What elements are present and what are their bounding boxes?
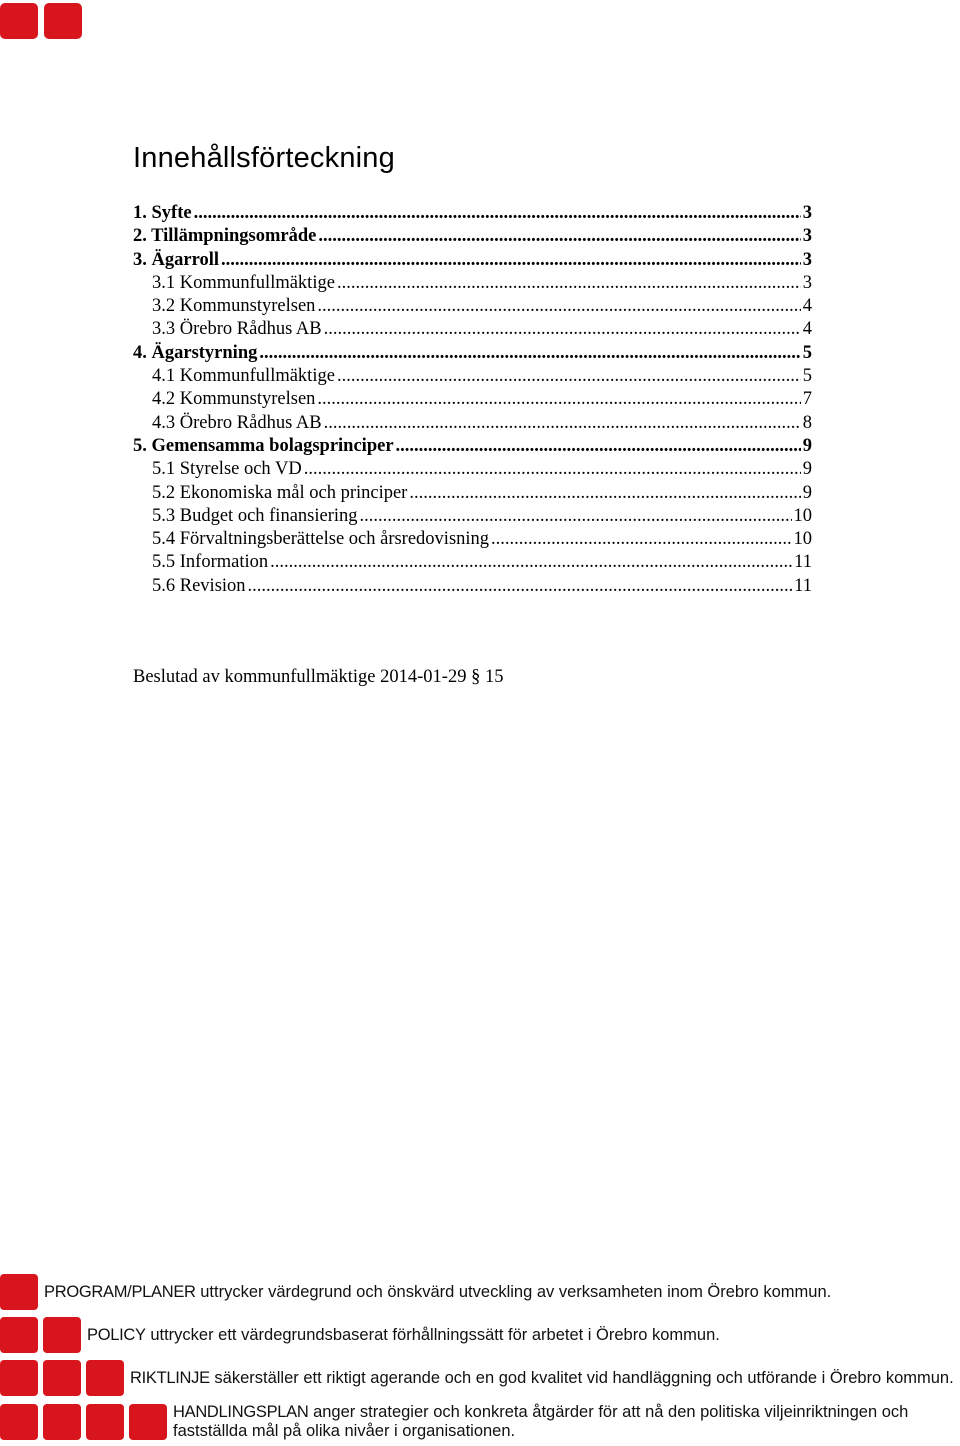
- toc-entry-page: 9: [802, 482, 812, 503]
- toc-dot-leader: [324, 318, 801, 341]
- toc-dot-leader: [337, 365, 801, 388]
- toc-entry-label: 5.3 Budget och finansiering: [152, 505, 358, 526]
- toc-entry-label: 4.3 Örebro Rådhus AB: [152, 412, 322, 433]
- toc-entry[interactable]: [133, 202, 812, 225]
- logo-square-left: [0, 3, 38, 39]
- legend-blocks: [0, 1404, 167, 1440]
- decision-note: Beslutad av kommunfullmäktige 2014-01-29 § 15: [133, 667, 504, 687]
- toc-entry[interactable]: [133, 551, 812, 574]
- toc-entry-page: 10: [793, 529, 812, 550]
- toc-entry[interactable]: [133, 435, 812, 458]
- legend-term: POLICY: [87, 1325, 146, 1344]
- toc-entry[interactable]: [133, 505, 812, 528]
- legend-text: uttrycker ett värdegrundsbaserat förhållningssätt för arbetet i Örebro kommun.: [145, 1325, 720, 1344]
- toc-dot-leader: [270, 551, 792, 574]
- toc-entry-label: 4. Ägarstyrning: [133, 342, 258, 363]
- toc-entry-label: 3.2 Kommunstyrelsen: [152, 296, 316, 317]
- legend-text: anger strategier och konkreta åtgärder för att nå den politiska viljeinriktningen och fastställda mål på olika nivåer i organisationen.: [173, 1403, 909, 1440]
- toc-dot-leader: [324, 412, 801, 435]
- legend-blocks: [0, 1274, 38, 1310]
- toc-dot-leader: [360, 505, 792, 528]
- toc-entry-page: 4: [802, 296, 812, 317]
- toc-entry-page: 9: [802, 459, 812, 480]
- toc-entry-page: 3: [802, 249, 812, 270]
- document-type-legend: [0, 1272, 960, 1446]
- toc-dot-leader: [317, 388, 800, 411]
- toc-dot-leader: [409, 482, 800, 505]
- toc-entry-page: 3: [802, 226, 812, 247]
- toc-dot-leader: [318, 225, 800, 248]
- toc-entry-page: 10: [793, 505, 812, 526]
- toc-entry-page: 11: [794, 575, 812, 596]
- toc-title: Innehållsförteckning: [133, 142, 395, 174]
- legend-row-program: [0, 1274, 831, 1310]
- toc-entry-page: 3: [802, 272, 812, 293]
- legend-text: säkerställer ett riktigt agerande och en god kvalitet vid handläggning och utförande i Örebro kommun.: [209, 1368, 954, 1387]
- toc-dot-leader: [259, 342, 800, 365]
- toc-entry[interactable]: [133, 342, 812, 365]
- legend-blocks: [0, 1317, 81, 1353]
- toc-entry[interactable]: [133, 318, 812, 341]
- toc-entry-label: 5.1 Styrelse och VD: [152, 459, 302, 480]
- toc-entry[interactable]: [133, 272, 812, 295]
- toc-entry[interactable]: [133, 365, 812, 388]
- toc-entry-label: 4.1 Kommunfullmäktige: [152, 366, 335, 387]
- toc-dot-leader: [317, 295, 800, 318]
- toc-entry-label: 5.5 Information: [152, 552, 269, 573]
- toc-entry-page: 11: [794, 552, 812, 573]
- toc-entry[interactable]: [133, 528, 812, 551]
- toc-dot-leader: [221, 249, 801, 272]
- logo-square-right: [44, 3, 82, 39]
- legend-term: RIKTLINJE: [130, 1368, 210, 1387]
- toc-entry-label: 4.2 Kommunstyrelsen: [152, 389, 316, 410]
- toc-entry[interactable]: [133, 225, 812, 248]
- toc-entry[interactable]: [133, 575, 812, 598]
- toc-entry-label: 2. Tillämpningsområde: [133, 226, 317, 247]
- toc-entry-page: 3: [802, 203, 812, 223]
- toc-dot-leader: [304, 458, 801, 481]
- toc-dot-leader: [248, 575, 793, 598]
- toc-entry-page: 8: [802, 412, 812, 433]
- legend-text: uttrycker värdegrund och önskvärd utveckling av verksamheten inom Örebro kommun.: [195, 1282, 832, 1301]
- toc-entry[interactable]: [133, 458, 812, 481]
- toc-entry-label: 5.4 Förvaltningsberättelse och årsredovisning: [152, 529, 490, 550]
- toc-entry-page: 4: [802, 319, 812, 340]
- toc-entry-label: 5.6 Revision: [152, 575, 246, 596]
- toc-entry-page: 5: [802, 366, 812, 387]
- toc-entry-label: 5.2 Ekonomiska mål och principer: [152, 482, 408, 503]
- table-of-contents: [133, 202, 812, 598]
- toc-dot-leader: [337, 272, 801, 295]
- toc-entry-label: 3. Ägarroll: [133, 249, 219, 270]
- legend-row-riktlinje: [0, 1360, 954, 1396]
- toc-entry-page: 9: [802, 435, 812, 456]
- toc-entry[interactable]: [133, 388, 812, 411]
- toc-entry-label: 1. Syfte: [133, 203, 192, 223]
- legend-term: HANDLINGSPLAN: [173, 1403, 309, 1421]
- legend-row-policy: [0, 1317, 720, 1353]
- toc-entry-page: 5: [802, 342, 812, 363]
- toc-entry[interactable]: [133, 412, 812, 435]
- toc-dot-leader: [194, 202, 801, 225]
- toc-entry[interactable]: [133, 295, 812, 318]
- toc-dot-leader: [396, 435, 801, 458]
- legend-row-handlingsplan: [0, 1403, 913, 1441]
- toc-entry-label: 3.1 Kommunfullmäktige: [152, 272, 335, 293]
- toc-entry-label: 3.3 Örebro Rådhus AB: [152, 319, 322, 340]
- toc-dot-leader: [491, 528, 791, 551]
- toc-entry-page: 7: [802, 389, 812, 410]
- legend-blocks: [0, 1360, 124, 1396]
- legend-term: PROGRAM/PLANER: [44, 1282, 196, 1301]
- toc-entry-label: 5. Gemensamma bolagsprinciper: [133, 435, 394, 456]
- toc-entry[interactable]: [133, 482, 812, 505]
- toc-entry[interactable]: [133, 249, 812, 272]
- orebro-logo: [0, 3, 82, 39]
